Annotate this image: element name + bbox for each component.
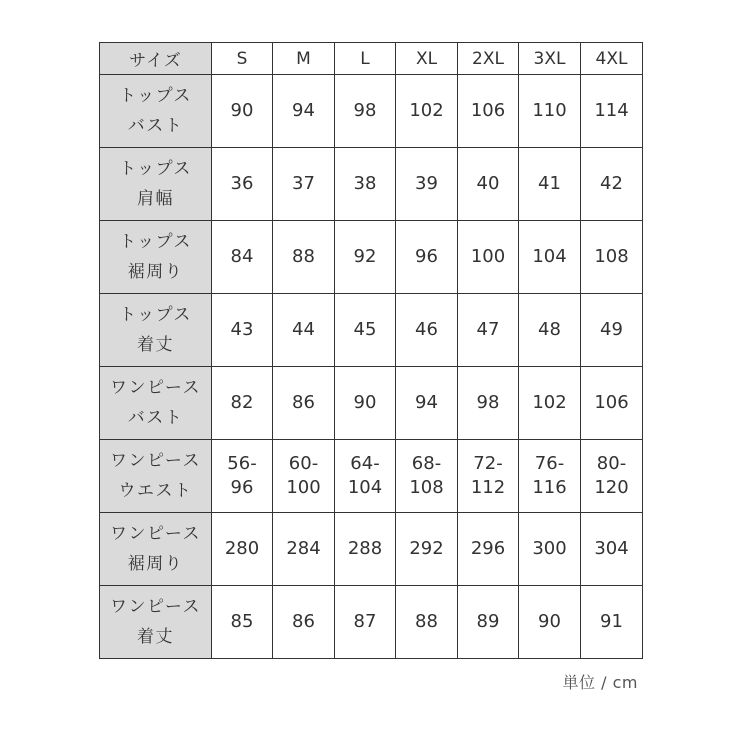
- table-cell: 106: [458, 75, 519, 148]
- table-row-tops-bust: [100, 75, 643, 148]
- row-label: ワンピース 着丈: [100, 586, 212, 659]
- table-cell: 114: [581, 75, 643, 148]
- row-label: トップス 着丈: [100, 294, 212, 367]
- table-cell: 72- 112: [458, 440, 519, 513]
- table-cell: 82: [212, 367, 273, 440]
- table-cell: 88: [273, 221, 335, 294]
- size-header-row: [100, 43, 643, 75]
- table-cell: 102: [396, 75, 458, 148]
- unit-note: 単位 / cm: [562, 673, 638, 692]
- table-cell: 87: [335, 586, 396, 659]
- row-label: ワンピース 裾周り: [100, 513, 212, 586]
- size-header-3xl: 3XL: [519, 43, 581, 75]
- table-cell: 90: [335, 367, 396, 440]
- table-cell: 39: [396, 148, 458, 221]
- table-cell: 47: [458, 294, 519, 367]
- size-header-m: M: [273, 43, 335, 75]
- table-cell: 36: [212, 148, 273, 221]
- table-cell: 88: [396, 586, 458, 659]
- size-header-2xl: 2XL: [458, 43, 519, 75]
- row-label: トップス 裾周り: [100, 221, 212, 294]
- table-cell: 60- 100: [273, 440, 335, 513]
- table-cell: 108: [581, 221, 643, 294]
- table-row-dress-hem: [100, 513, 643, 586]
- table-cell: 86: [273, 586, 335, 659]
- table-cell: 64- 104: [335, 440, 396, 513]
- table-row-tops-hem: [100, 221, 643, 294]
- table-cell: 300: [519, 513, 581, 586]
- size-header-xl: XL: [396, 43, 458, 75]
- table-cell: 104: [519, 221, 581, 294]
- table-cell: 46: [396, 294, 458, 367]
- table-cell: 76- 116: [519, 440, 581, 513]
- table-cell: 89: [458, 586, 519, 659]
- table-cell: 90: [212, 75, 273, 148]
- row-label: ワンピース ウエスト: [100, 440, 212, 513]
- table-cell: 37: [273, 148, 335, 221]
- table-row-dress-bust: [100, 367, 643, 440]
- table-cell: 49: [581, 294, 643, 367]
- table-cell: 48: [519, 294, 581, 367]
- table-cell: 96: [396, 221, 458, 294]
- table-cell: 44: [273, 294, 335, 367]
- table-cell: 85: [212, 586, 273, 659]
- table-cell: 110: [519, 75, 581, 148]
- table-cell: 296: [458, 513, 519, 586]
- table-cell: 42: [581, 148, 643, 221]
- table-row-tops-length: [100, 294, 643, 367]
- table-row-tops-shoulder: [100, 148, 643, 221]
- table-cell: 40: [458, 148, 519, 221]
- table-cell: 68- 108: [396, 440, 458, 513]
- table-cell: 92: [335, 221, 396, 294]
- row-label: ワンピース バスト: [100, 367, 212, 440]
- table-cell: 45: [335, 294, 396, 367]
- size-chart-table: [99, 42, 643, 659]
- table-cell: 98: [335, 75, 396, 148]
- table-cell: 304: [581, 513, 643, 586]
- row-label: トップス 肩幅: [100, 148, 212, 221]
- table-row-dress-length: [100, 586, 643, 659]
- size-header-l: L: [335, 43, 396, 75]
- table-cell: 284: [273, 513, 335, 586]
- size-header-s: S: [212, 43, 273, 75]
- table-cell: 90: [519, 586, 581, 659]
- table-row-dress-waist: [100, 440, 643, 513]
- table-cell: 80- 120: [581, 440, 643, 513]
- table-cell: 94: [273, 75, 335, 148]
- size-header-label: サイズ: [100, 43, 212, 75]
- table-cell: 102: [519, 367, 581, 440]
- table-cell: 288: [335, 513, 396, 586]
- size-header-4xl: 4XL: [581, 43, 643, 75]
- table-cell: 56- 96: [212, 440, 273, 513]
- table-cell: 106: [581, 367, 643, 440]
- table-cell: 94: [396, 367, 458, 440]
- table-cell: 100: [458, 221, 519, 294]
- table-cell: 280: [212, 513, 273, 586]
- table-cell: 91: [581, 586, 643, 659]
- table-cell: 84: [212, 221, 273, 294]
- row-label: トップス バスト: [100, 75, 212, 148]
- table-cell: 43: [212, 294, 273, 367]
- table-cell: 86: [273, 367, 335, 440]
- table-cell: 41: [519, 148, 581, 221]
- table-cell: 38: [335, 148, 396, 221]
- table-cell: 98: [458, 367, 519, 440]
- table-cell: 292: [396, 513, 458, 586]
